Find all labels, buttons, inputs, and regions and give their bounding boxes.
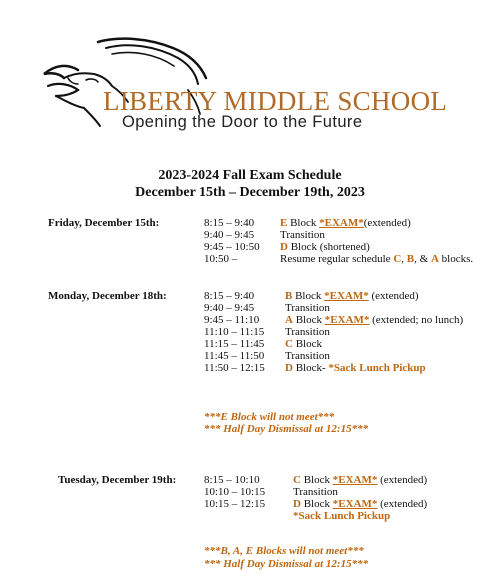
- school-tagline: Opening the Door to the Future: [122, 113, 363, 131]
- day-label-tuesday: Tuesday, December 19th:: [58, 474, 177, 486]
- note-half-day: *** Half Day Dismissal at 12:15***: [204, 558, 369, 570]
- school-name: LIBERTY MIDDLE SCHOOL: [103, 86, 448, 116]
- note-e-block: ***E Block will not meet***: [204, 411, 335, 423]
- schedule-date-range: December 15th – December 19th, 2023: [135, 185, 365, 200]
- day-label-friday: Friday, December 15th:: [48, 217, 160, 229]
- note-half-day: *** Half Day Dismissal at 12:15***: [204, 423, 369, 435]
- schedule-title: 2023-2024 Fall Exam Schedule: [158, 168, 342, 183]
- day-label-monday: Monday, December 18th:: [48, 290, 167, 302]
- note-bae-blocks: ***B, A, E Blocks will not meet***: [204, 545, 364, 557]
